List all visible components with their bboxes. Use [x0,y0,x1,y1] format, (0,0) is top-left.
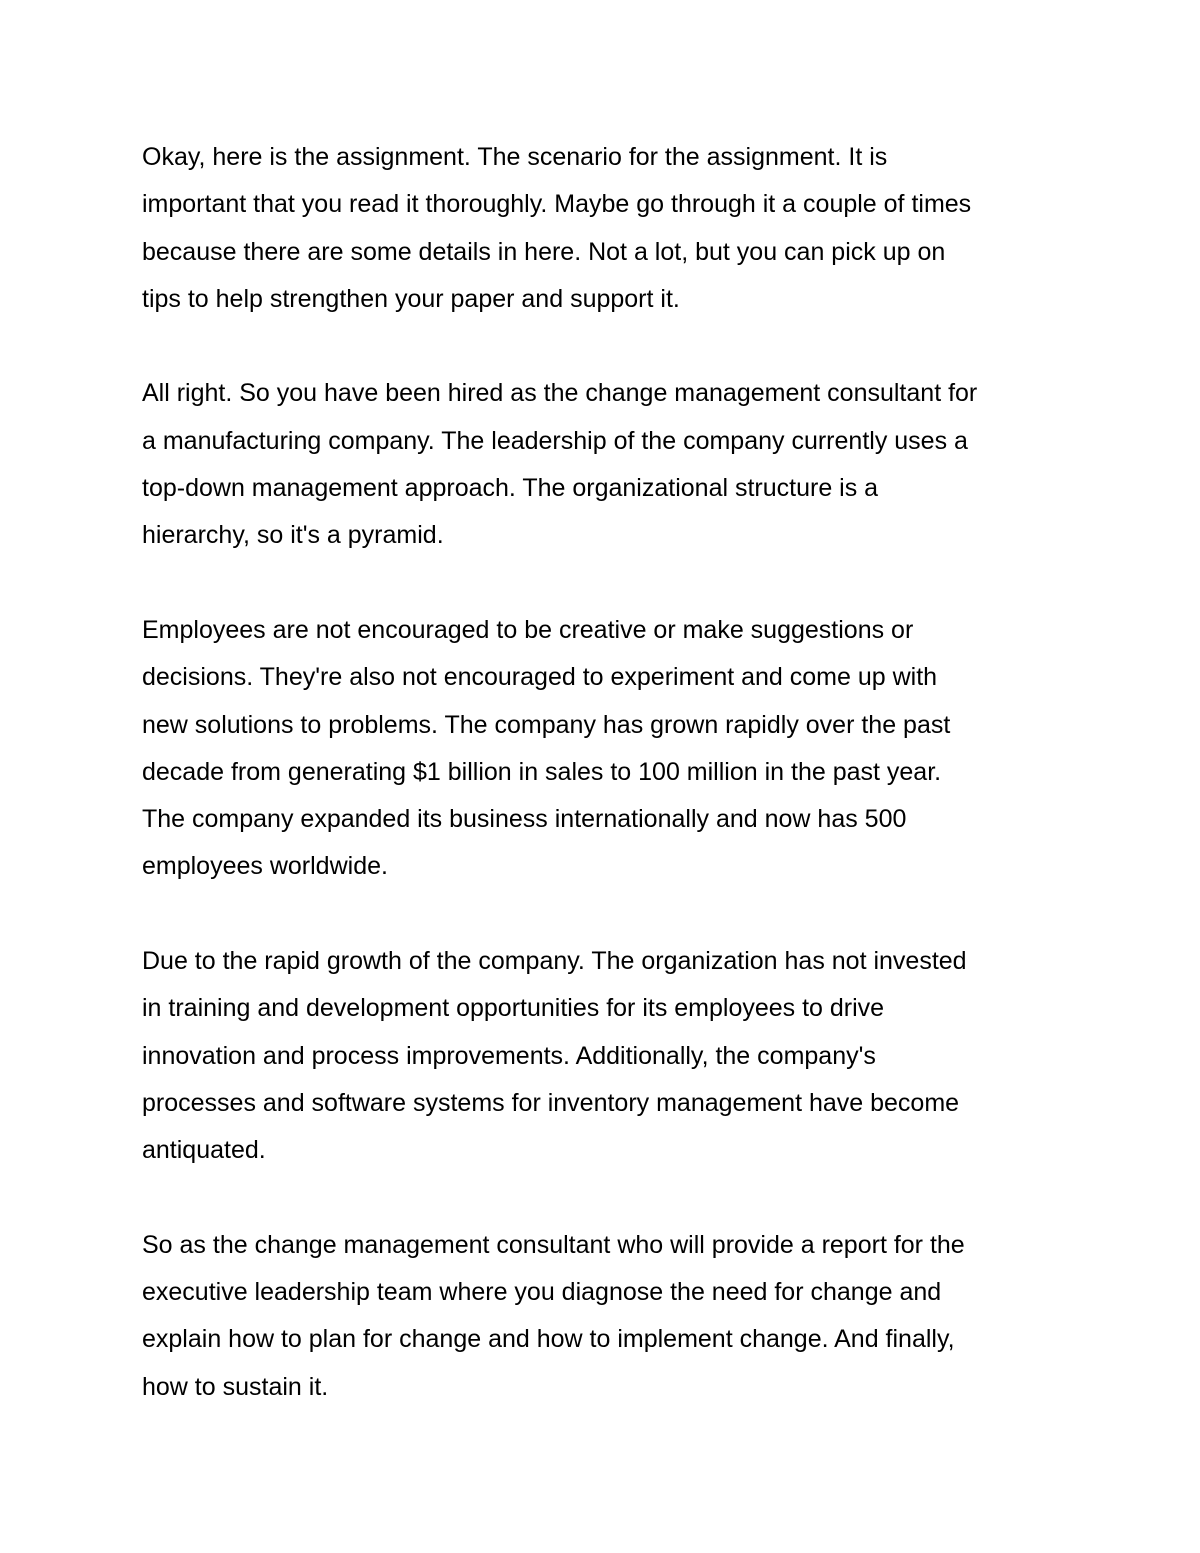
text-line: executive leadership team where you diagnose the need for change and [142,1278,942,1307]
text-line: So as the change management consultant who will provide a report for the [142,1230,965,1259]
text-line: explain how to plan for change and how to implement change. And finally, [142,1325,955,1354]
paragraph-assignment-intro [142,134,1082,323]
text-line: Employees are not encouraged to be creative or make suggestions or [142,615,914,644]
text-line: decade from generating $1 billion in sales to 100 million in the past year. [142,757,942,786]
text-line: Okay, here is the assignment. The scenario for the assignment. It is [142,143,888,171]
text-line: innovation and process improvements. Additionally, the company's [142,1041,876,1070]
text-line: The company expanded its business internationally and now has 500 [142,805,907,834]
text-line: in training and development opportunities for its employees to drive [142,994,885,1023]
text-line: Due to the rapid growth of the company. The organization has not invested [142,947,967,976]
text-line: All right. So you have been hired as the change management consultant for [142,379,978,408]
paragraph-training-systems [142,938,1082,1174]
document-body [142,134,1082,1411]
text-line: important that you read it thoroughly. Maybe go through it a couple of times [142,190,972,219]
text-line: employees worldwide. [142,852,388,881]
paragraph-consultant-task [142,1222,1082,1411]
text-line: processes and software systems for inventory management have become [142,1088,960,1117]
paragraph-company-background [142,370,1082,559]
text-line: because there are some details in here. Not a lot, but you can pick up on [142,237,946,266]
text-line: tips to help strengthen your paper and support it. [142,284,680,313]
text-line: antiquated. [142,1136,266,1165]
text-line: decisions. They're also not encouraged to experiment and come up with [142,663,938,692]
text-line: top-down management approach. The organizational structure is a [142,474,879,503]
text-line: a manufacturing company. The leadership of the company currently uses a [142,426,968,455]
text-line: hierarchy, so it's a pyramid. [142,521,444,550]
text-line: new solutions to problems. The company has grown rapidly over the past [142,710,951,739]
paragraph-employees-growth [142,607,1082,891]
text-line: how to sustain it. [142,1372,329,1401]
